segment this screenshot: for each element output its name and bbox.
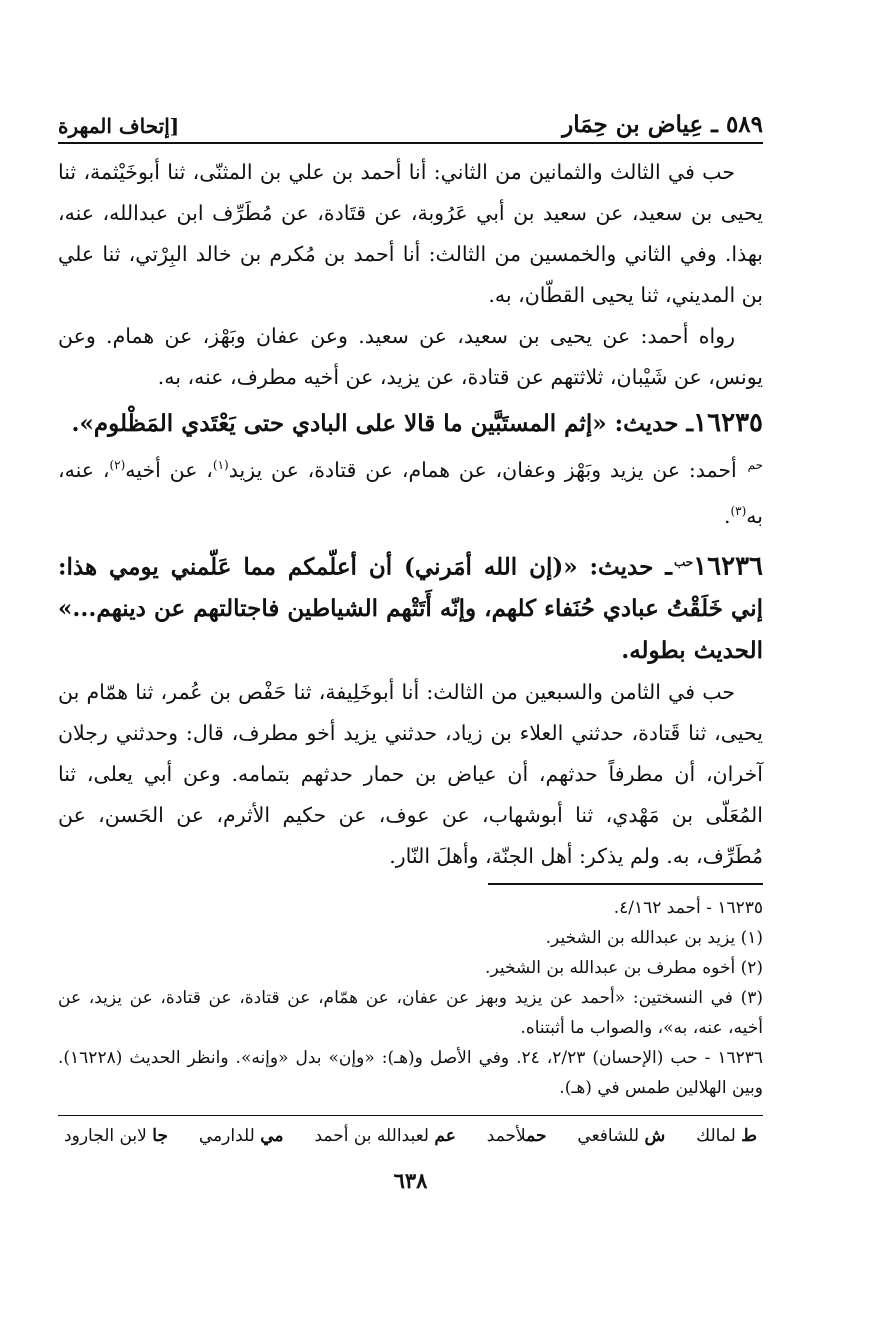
abbreviations-key [58, 1116, 763, 1146]
page [58, 82, 763, 1193]
paragraph-4: حب في الثامن والسبعين من الثالث: أنا أبوخَلِيفة، ثنا حَفْص بن عُمر، ثنا همّام بن يحيى، ثنا قَتادة، حدثني العلاء بن زياد، حدثني يزيد أخو مطرف، قال: وحدثني رجلان آخران، أن مطرفاً حدثهم، أن عياض بن حمار حدثهم بتمامه. وعن أبي يعلى، ثنا المُعَلّى بن مَهْدي، ثنا أبوشهاب، عن عوف، عن حكيم الأثرم، عن الحَسن، عن مُطَرِّف، به. ولم يذكر: أهل الجنّة، وأهلَ النّار. [58, 680, 763, 869]
footnote-line: ١٦٢٣٥ - أحمد ٤/١٦٢. [613, 898, 763, 919]
abbr-label: لمالك [696, 1126, 736, 1147]
chapter-title: ٥٨٩ ـ عِياض بن حِمَار [562, 111, 763, 138]
footnote-ref-2[interactable]: (٢) [109, 458, 126, 472]
abbr-label: لأحمد [486, 1126, 527, 1147]
abbr-item [199, 1126, 284, 1146]
abbr-code: جا [152, 1126, 168, 1147]
abbr-code: عم [434, 1126, 456, 1147]
page-number: ٦٣٨ [393, 1168, 428, 1194]
abbr-item [696, 1126, 757, 1146]
paragraph-2: رواه أحمد: عن يحيى بن سعيد، عن سعيد. وعن عفان وبَهْز، عن همام. وعن يونس، عن شَيْبان، ثلاثتهم عن قتادة، عن يزيد، عن أخيه مطرف، عنه، به. [58, 324, 763, 389]
hadith-heading-16236 [58, 541, 763, 673]
text-run: أحمد: عن يزيد وبَهْز وعفان، عن همام، عن قتادة، عن يزيد [228, 457, 737, 482]
abbr-code: ش [644, 1126, 666, 1147]
footnote-line: (٣) في النسختين: «أحمد عن يزيد وبهز عن عفان، عن همّام، عن قتادة، عن قتادة، عن يزيد، عن أخيه، عنه، به»، والصواب ما أثبتناه. [58, 988, 763, 1039]
running-header [58, 82, 763, 142]
text-run: ، عنه، به [58, 457, 763, 528]
footnote-line: (٢) أخوه مطرف بن عبدالله بن الشخير. [485, 958, 763, 979]
footnotes [58, 893, 763, 1103]
hadith-number: ١٦٢٣٥ [693, 408, 763, 438]
paragraph-1: حب في الثالث والثمانين من الثاني: أنا أحمد بن علي بن المثنّى، ثنا أبوخَيْثمة، ثنا يحيى بن سعيد، عن سعيد بن أبي عَرُوبة، عن قتَادة، عن مُطَرِّف ابن عبدالله، عنه، بهذا. وفي الثاني والخمسين من الثالث: أنا أحمد بن مُكرم بن خالد البِرْتي، ثنا علي بن المديني، ثنا يحيى القطّان، به. [58, 160, 763, 307]
source-mark: حب [673, 554, 694, 569]
abbr-item [64, 1126, 168, 1146]
text-run: ، عن أخيه [125, 457, 213, 482]
abbr-label: للدارمي [198, 1126, 255, 1147]
abbr-item [314, 1126, 455, 1146]
paragraph-3 [58, 445, 763, 537]
book-title: [إتحاف المهرة [58, 114, 180, 138]
footnote-line: ١٦٢٣٦ - حب (الإحسان) ٢/٢٣، ٢٤. وفي الأصل و(هـ): «وإن» بدل «وإنه». وانظر الحديث (١٦٢٢٨). وبين الهلالين طمس في (هـ). [58, 1048, 763, 1099]
abbr-label: لابن الجارود [64, 1126, 147, 1147]
abbr-label: للشافعي [577, 1126, 640, 1147]
footnote-ref-1[interactable]: (١) [212, 458, 229, 472]
hadith-heading-16235 [58, 402, 763, 445]
abbr-code: حم [526, 1126, 547, 1147]
abbr-label: لعبدالله بن أحمد [314, 1126, 429, 1147]
footnote-rule [488, 883, 763, 885]
footnote-line: (١) يزيد بن عبدالله بن الشخير. [545, 928, 763, 949]
header-rule [58, 142, 763, 144]
source-mark: حم [747, 458, 763, 472]
text-run: . [723, 503, 731, 528]
abbr-item [577, 1126, 665, 1146]
abbr-code: مي [260, 1126, 284, 1147]
main-text [58, 152, 763, 877]
abbr-code: ط [741, 1126, 757, 1147]
hadith-text: ـ حديث: «(إن الله أمَرني) أن أعلّمكم مما عَلّمني يومي هذا: إني خَلَقْتُ عبادي حُنَفاء كلهم، وإنّه أَتَتْهم الشياطين فاجتالتهم عن دينهم...» الحديث بطوله. [58, 553, 763, 665]
hadith-text: ـ حديث: «إثم المستَبَّين ما قالا على البادي حتى يَعْتَدي المَظْلوم». [71, 410, 694, 437]
abbr-item [487, 1126, 547, 1146]
footnote-ref-3[interactable]: (٣) [730, 503, 747, 518]
hadith-number: ١٦٢٣٦ [693, 551, 763, 582]
